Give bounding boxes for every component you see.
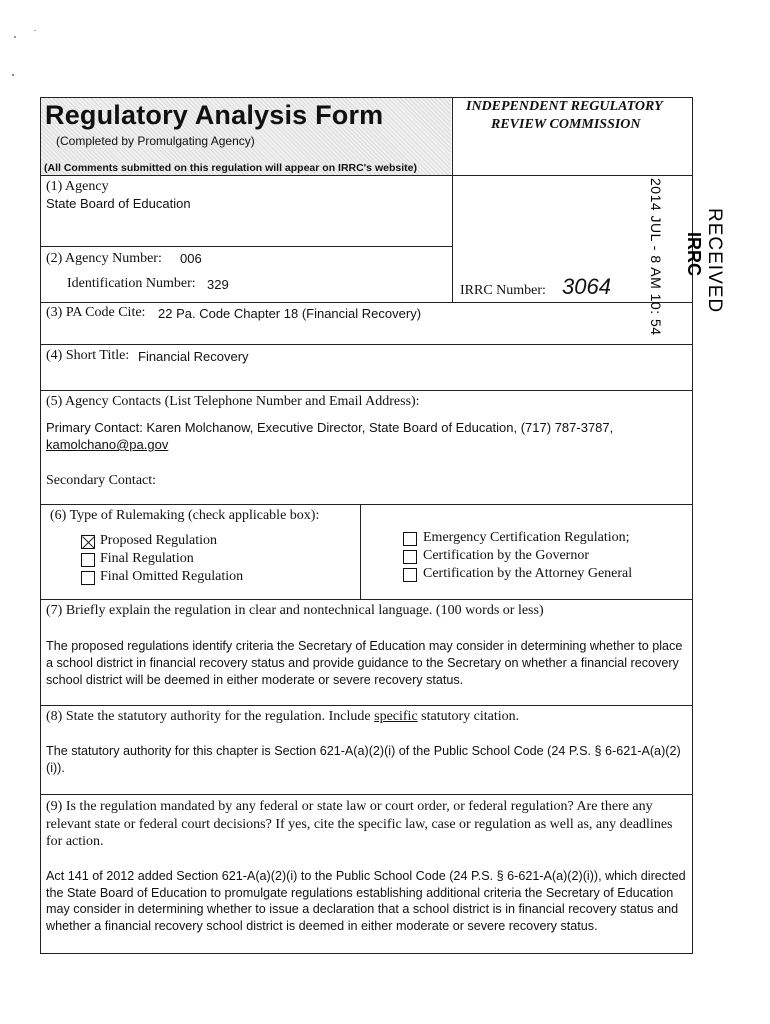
date-stamp: 2014 JUL - 8 AM 10: 54 — [648, 178, 664, 336]
final-regulation-checkbox[interactable] — [81, 553, 95, 567]
final-omitted-regulation-label: Final Omitted Regulation — [100, 569, 244, 584]
agency-value: State Board of Education — [46, 196, 191, 211]
final-omitted-regulation-checkbox[interactable] — [81, 571, 95, 585]
q9-label: (9) Is the regulation mandated by any federal or state law or court order, or federal regulation? Are there any relevant state or federal court decisions? If yes, cite the specific law, case or regulation as well as, any deadlines for action. — [46, 799, 673, 849]
rulemaking-label: (6) Type of Rulemaking (check applicable box): — [50, 508, 320, 523]
final-regulation-label: Final Regulation — [100, 551, 194, 566]
pa-code-value: 22 Pa. Code Chapter 18 (Financial Recovery) — [158, 306, 422, 321]
commission-title-line1: INDEPENDENT REGULATORY — [466, 99, 663, 114]
certification-governor-label: Certification by the Governor — [423, 548, 590, 563]
proposed-regulation-label: Proposed Regulation — [100, 533, 218, 548]
pa-code-label: (3) PA Code Cite: — [46, 305, 146, 320]
q8-label-part1: (8) State the statutory authority for the regulation. Include — [46, 709, 371, 724]
short-title-label: (4) Short Title: — [46, 348, 130, 363]
emergency-certification-label: Emergency Certification Regulation; — [423, 530, 630, 545]
q7-answer: The proposed regulations identify criteria the Secretary of Education may consider in determining whether to place a school district in financial recovery status and provide guidance to the Secretary on whether a financial recovery school district will be deemed in either moderate or severe recovery status. — [46, 639, 683, 687]
agency-number-label: (2) Agency Number: — [46, 251, 162, 266]
certification-governor-checkbox[interactable] — [403, 550, 417, 564]
proposed-regulation-checkbox[interactable] — [81, 535, 95, 549]
irrc-number-label: IRRC Number: — [460, 283, 546, 298]
commission-title-line2: REVIEW COMMISSION — [491, 117, 641, 132]
certification-attorney-general-label: Certification by the Attorney General — [423, 566, 633, 581]
secondary-contact-label: Secondary Contact: — [46, 473, 157, 488]
identification-number-value: 329 — [207, 277, 229, 292]
scan-speck — [12, 74, 14, 76]
received-stamp: RECEIVED — [704, 208, 725, 314]
irrc-stamp: IRRC — [684, 232, 704, 276]
certification-attorney-general-checkbox[interactable] — [403, 568, 417, 582]
irrc-number-handwritten: 3064 — [562, 274, 611, 299]
agency-number-value: 006 — [180, 251, 202, 266]
agency-label: (1) Agency — [46, 179, 109, 194]
form-title: Regulatory Analysis Form — [45, 100, 384, 130]
q8-label-part2: statutory citation. — [421, 709, 520, 724]
q8-label — [46, 709, 519, 725]
short-title-value: Financial Recovery — [138, 349, 249, 364]
identification-number-label: Identification Number: — [67, 276, 196, 291]
primary-contact: Primary Contact: Karen Molchanow, Executive Director, State Board of Education, (717) 787-3787, — [46, 420, 614, 435]
q8-answer: The statutory authority for this chapter is Section 621-A(a)(2)(i) of the Public School Code (24 P.S. § 6-621-A(a)(2)(i)). — [46, 744, 681, 775]
primary-email-link[interactable]: kamolchano@pa.gov — [46, 437, 169, 452]
form-subtitle: (Completed by Promulgating Agency) — [56, 134, 255, 148]
scan-speck — [34, 30, 36, 31]
q8-label-specific: specific — [374, 709, 418, 724]
emergency-certification-checkbox[interactable] — [403, 532, 417, 546]
contacts-label: (5) Agency Contacts (List Telephone Number and Email Address): — [46, 394, 420, 409]
q9-answer: Act 141 of 2012 added Section 621-A(a)(2)(i) to the Public School Code (24 P.S. § 6-621-A(a)(2)(i)), which directed the State Board of Education to promulgate regulations establishing additional criteria the Secretary of Education may consider in determining whether to issue a declaration that a school district is in financial recovery status and whether a financial recovery school district is deemed in either moderate or severe recovery status. — [46, 869, 686, 933]
irrc-website-note: (All Comments submitted on this regulation will appear on IRRC's website) — [44, 162, 417, 174]
scan-speck — [14, 36, 16, 38]
q7-label: (7) Briefly explain the regulation in clear and nontechnical language. (100 words or less) — [46, 603, 544, 618]
